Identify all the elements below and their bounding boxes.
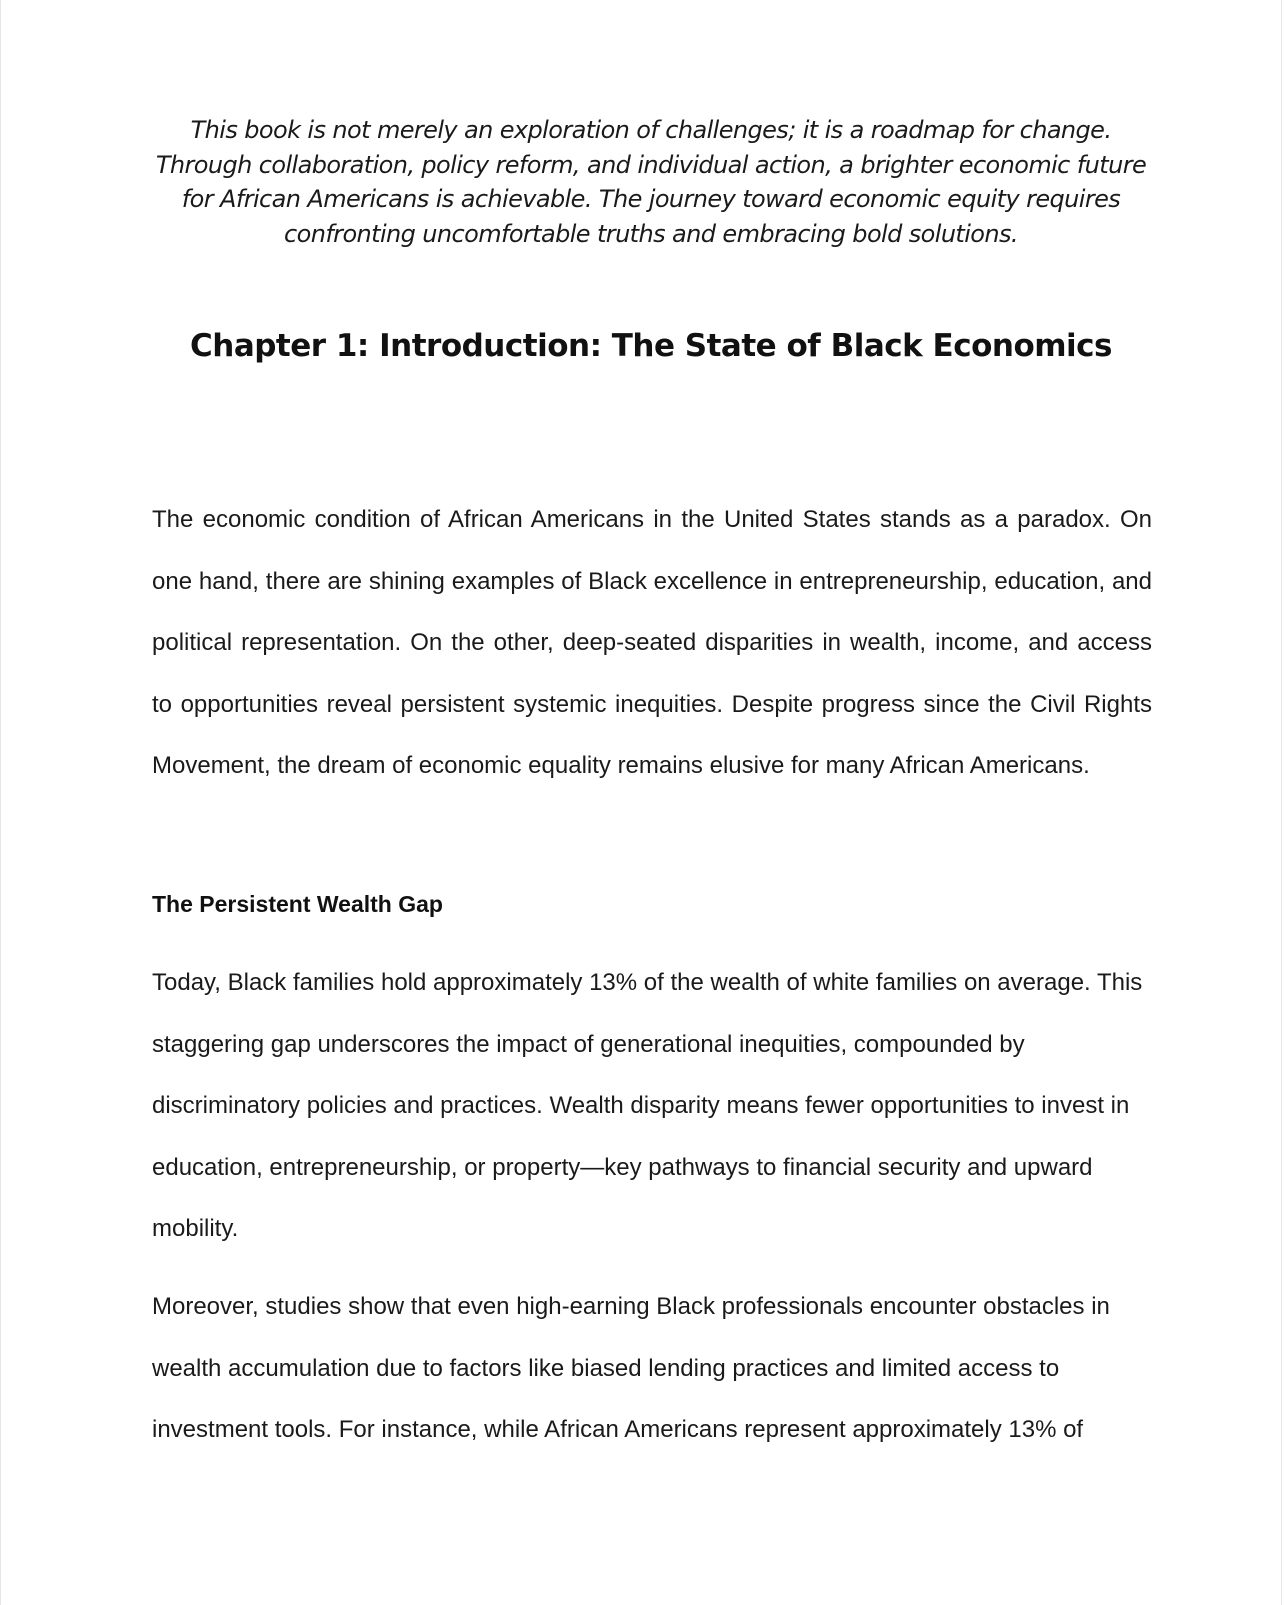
epigraph: This book is not merely an exploration of challenges; it is a roadmap for change. Through collaboration, policy reform, and individual action, a brighter economic future for African Americans is achievable. The journey toward economic equity requires confronting uncomfortable truths and embracing bold solutions.	[155, 116, 1147, 248]
chapter-title: Chapter 1: Introduction: The State of Black Economics	[190, 328, 1112, 364]
intro-paragraph: The economic condition of African Americans in the United States stands as a paradox. On one hand, there are shining examples of Black excellence in entrepreneurship, education, and political representation. On the other, deep-seated disparities in wealth, income, and access to opportunities reveal persistent systemic inequities. Despite progress since the Civil Rights Movement, the dream of economic equality remains elusive for many African Americans.	[152, 506, 1152, 779]
wealth-gap-paragraph-1: Today, Black families hold approximately 13% of the wealth of white families on average. This staggering gap underscores the impact of generational inequities, compounded by discriminatory policies and practices. Wealth disparity means fewer opportunities to invest in education, entrepreneurship, or property—key pathways to financial security and upward mobility.	[152, 969, 1143, 1242]
section-heading: The Persistent Wealth Gap	[152, 891, 443, 917]
wealth-gap-paragraph-2: Moreover, studies show that even high-earning Black professionals encounter obstacles in wealth accumulation due to factors like biased lending practices and limited access to investment tools. For instance, while African Americans represent approximately 13% of	[152, 1293, 1110, 1443]
